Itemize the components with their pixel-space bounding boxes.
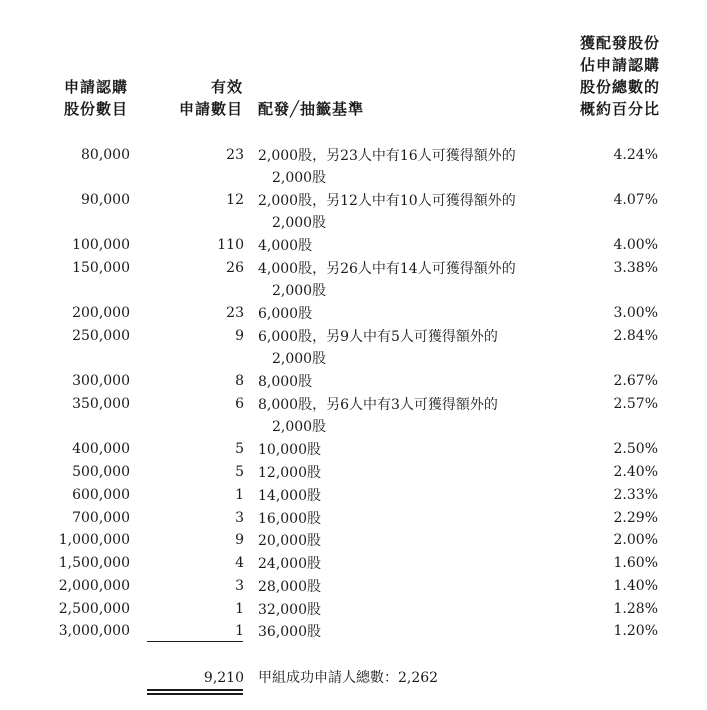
shares-applied-cell: 3,000,000 <box>58 623 130 639</box>
allotment-basis-cell <box>258 258 558 302</box>
valid-applications-cell: 12 <box>226 192 244 208</box>
percentage-cell: 4.00% <box>613 237 658 253</box>
percentage-cell: 1.40% <box>613 578 658 594</box>
basis-line: 8,000股，另6人中有3人可獲得額外的 <box>258 397 498 413</box>
valid-applications-cell: 1 <box>235 623 244 639</box>
percentage-cell: 4.24% <box>613 147 658 163</box>
header-line: 有效 <box>210 78 243 96</box>
basis-line: 6,000股 <box>258 306 313 322</box>
valid-applications-cell: 1 <box>235 487 244 503</box>
shares-applied-cell: 500,000 <box>72 464 130 480</box>
basis-line: 2,000股 <box>272 419 327 435</box>
percentage-cell: 1.28% <box>613 601 658 617</box>
allotment-basis-cell <box>258 553 558 575</box>
valid-applications-cell: 3 <box>235 510 244 526</box>
allotment-basis-cell <box>258 508 558 530</box>
allotment-basis-cell <box>258 394 558 438</box>
header-line: 佔申請認購 <box>579 56 660 74</box>
total-applications: 9,210 <box>203 670 244 686</box>
percentage-cell: 3.38% <box>613 260 658 276</box>
percentage-cell: 2.40% <box>613 464 658 480</box>
percentage-cell: 2.84% <box>613 328 658 344</box>
valid-applications-cell: 1 <box>235 601 244 617</box>
allotment-basis-cell <box>258 145 558 189</box>
shares-applied-cell: 2,000,000 <box>58 578 130 594</box>
shares-applied-cell: 300,000 <box>72 373 130 389</box>
basis-line: 4,000股 <box>258 238 313 254</box>
header-shares-applied <box>64 76 128 120</box>
percentage-cell: 2.50% <box>613 441 658 457</box>
header-line: 配發╱抽籤基準 <box>258 100 365 118</box>
basis-line: 2,000股，另23人中有16人可獲得額外的 <box>258 148 516 164</box>
shares-applied-cell: 200,000 <box>72 305 130 321</box>
basis-line: 8,000股 <box>258 374 313 390</box>
shares-applied-cell: 700,000 <box>72 510 130 526</box>
percentage-cell: 2.57% <box>613 396 658 412</box>
percentage-cell: 2.29% <box>613 510 658 526</box>
percentage-cell: 3.00% <box>613 305 658 321</box>
basis-line: 32,000股 <box>258 602 321 618</box>
percentage-cell: 4.07% <box>613 192 658 208</box>
basis-line: 28,000股 <box>258 579 321 595</box>
allotment-basis-cell <box>258 485 558 507</box>
percentage-cell: 2.00% <box>613 532 658 548</box>
valid-applications-cell: 26 <box>226 260 244 276</box>
valid-applications-cell: 6 <box>235 396 244 412</box>
basis-line: 6,000股，另9人中有5人可獲得額外的 <box>258 329 498 345</box>
percentage-cell: 1.60% <box>613 555 658 571</box>
shares-applied-cell: 600,000 <box>72 487 130 503</box>
valid-applications-cell: 5 <box>235 464 244 480</box>
basis-line: 2,000股，另12人中有10人可獲得額外的 <box>258 193 516 209</box>
header-line: 申請認購 <box>64 78 129 96</box>
valid-applications-cell: 110 <box>217 237 244 253</box>
total-double-rule-bottom <box>147 693 243 695</box>
allotment-basis-cell <box>258 235 558 257</box>
shares-applied-cell: 250,000 <box>72 328 130 344</box>
basis-line: 10,000股 <box>258 442 321 458</box>
valid-applications-cell: 9 <box>235 328 244 344</box>
allotment-basis-cell <box>258 576 558 598</box>
allotment-basis-cell <box>258 371 558 393</box>
basis-line: 2,000股 <box>272 283 327 299</box>
header-approx-percentage <box>580 32 660 120</box>
allotment-basis-cell <box>258 530 558 552</box>
basis-line: 2,000股 <box>272 215 327 231</box>
allotment-basis-cell <box>258 621 558 643</box>
percentage-cell: 2.67% <box>613 373 658 389</box>
shares-applied-cell: 1,000,000 <box>58 532 130 548</box>
shares-applied-cell: 1,500,000 <box>58 555 130 571</box>
shares-applied-cell: 400,000 <box>72 441 130 457</box>
allotment-basis-cell <box>258 190 558 234</box>
header-allotment-basis <box>258 98 364 120</box>
allotment-basis-cell <box>258 303 558 325</box>
basis-line: 2,000股 <box>272 351 327 367</box>
valid-applications-cell: 9 <box>235 532 244 548</box>
header-line: 申請數目 <box>178 100 243 118</box>
header-line: 獲配發股份 <box>579 34 660 52</box>
valid-applications-cell: 23 <box>226 305 244 321</box>
basis-line: 16,000股 <box>258 511 321 527</box>
percentage-cell: 2.33% <box>613 487 658 503</box>
total-successful-applicants: 甲組成功申請人總數：2,262 <box>258 670 439 686</box>
header-valid-applications <box>179 76 243 120</box>
allotment-basis-cell <box>258 599 558 621</box>
allotment-basis-cell <box>258 462 558 484</box>
valid-applications-cell: 8 <box>235 373 244 389</box>
header-line: 股份數目 <box>64 100 129 118</box>
total-double-rule-top <box>147 689 243 691</box>
shares-applied-cell: 90,000 <box>81 192 130 208</box>
subtotal-rule <box>147 641 243 642</box>
valid-applications-cell: 4 <box>235 555 244 571</box>
basis-line: 12,000股 <box>258 465 321 481</box>
basis-line: 2,000股 <box>272 170 327 186</box>
valid-applications-cell: 23 <box>226 147 244 163</box>
shares-applied-cell: 2,500,000 <box>58 601 130 617</box>
shares-applied-cell: 100,000 <box>72 237 130 253</box>
shares-applied-cell: 150,000 <box>72 260 130 276</box>
header-line: 股份總數的 <box>579 78 660 96</box>
basis-line: 4,000股，另26人中有14人可獲得額外的 <box>258 261 516 277</box>
allotment-basis-cell <box>258 439 558 461</box>
basis-line: 14,000股 <box>258 488 321 504</box>
basis-line: 20,000股 <box>258 533 321 549</box>
valid-applications-cell: 3 <box>235 578 244 594</box>
basis-line: 24,000股 <box>258 556 321 572</box>
allotment-basis-cell <box>258 326 558 370</box>
shares-applied-cell: 350,000 <box>72 396 130 412</box>
header-line: 概約百分比 <box>579 100 660 118</box>
basis-line: 36,000股 <box>258 624 321 640</box>
valid-applications-cell: 5 <box>235 441 244 457</box>
percentage-cell: 1.20% <box>613 623 658 639</box>
shares-applied-cell: 80,000 <box>81 147 130 163</box>
